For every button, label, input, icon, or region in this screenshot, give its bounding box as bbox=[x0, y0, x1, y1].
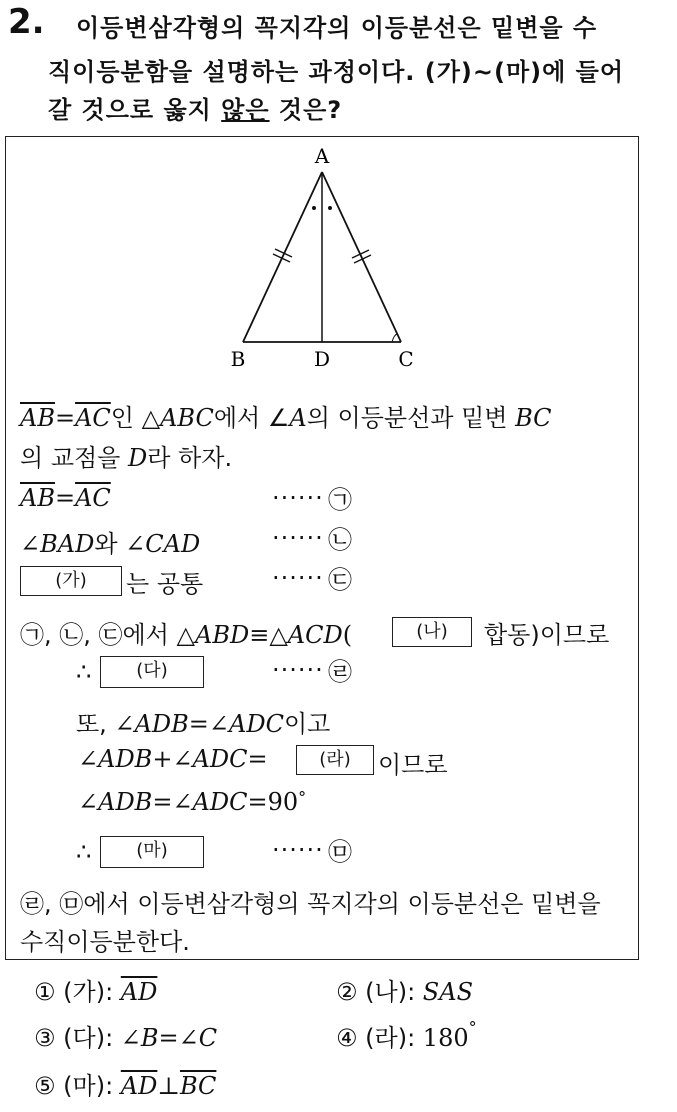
question-line-3-a: 갈 것으로 옳지 bbox=[48, 96, 222, 124]
choice-3-eq-angle: =∠ bbox=[158, 1024, 199, 1052]
triangle-acd: ACD bbox=[287, 621, 343, 649]
also-line bbox=[76, 704, 330, 739]
question-line-2: 직이등분함을 설명하는 과정이다. (가)~(마)에 들어 bbox=[48, 58, 625, 86]
angle-symbol: ∠ bbox=[114, 710, 135, 738]
choice-1-math: $\overline{AD}$ bbox=[120, 978, 158, 1006]
choice-3-label: (다): bbox=[63, 1024, 114, 1052]
dots-1: ······ bbox=[272, 484, 324, 512]
choice-4-value: 180 bbox=[422, 1024, 469, 1052]
segment-ac: $\overline{AC}$ bbox=[75, 404, 111, 432]
choice-1-label: (가): bbox=[63, 978, 114, 1006]
text-eseo-angle: 에서 ∠ bbox=[213, 404, 290, 432]
text-congruent-so: 합동)이므로 bbox=[484, 621, 610, 649]
triangle-figure bbox=[220, 140, 420, 375]
choice-5-perp: ⊥ bbox=[157, 1072, 180, 1100]
angle-adc: ADC bbox=[192, 788, 248, 816]
angle-symbol: ∠ bbox=[172, 745, 193, 773]
choice-1-number: ① bbox=[34, 978, 56, 1006]
equals-sign: = bbox=[54, 484, 76, 512]
question-line-1: 이등변삼각형의 꼭지각의 이등분선은 밑변을 수 bbox=[76, 14, 598, 42]
refs-123: ㉠, ㉡, ㉢에서 bbox=[20, 621, 169, 649]
angle-symbol: ∠ bbox=[208, 710, 230, 738]
angle-adb: ADB bbox=[98, 745, 153, 773]
proof-intro-line-2 bbox=[20, 438, 232, 473]
angle-symbol: ∠ bbox=[78, 745, 99, 773]
therefore-1: ∴ bbox=[76, 658, 92, 686]
text-let: 라 하자. bbox=[147, 444, 233, 472]
statement-1 bbox=[20, 484, 111, 512]
equals-sign: = bbox=[152, 788, 173, 816]
segment-ab: $\overline{AB}$ bbox=[20, 484, 55, 512]
angle-a: A bbox=[289, 404, 307, 432]
statement-2 bbox=[20, 524, 200, 559]
marker-4 bbox=[328, 660, 352, 684]
angle-adb: ADB bbox=[134, 710, 189, 738]
marker-4-glyph: ㉣ bbox=[328, 658, 352, 686]
marker-5-glyph: ㉤ bbox=[328, 838, 352, 866]
text-and: 와 bbox=[94, 530, 118, 558]
text-intersection: 의 교점을 bbox=[20, 444, 121, 472]
angle-cad: CAD bbox=[145, 530, 201, 558]
open-paren: ( bbox=[342, 621, 353, 649]
choice-2-label: (나): bbox=[365, 978, 416, 1006]
choice-5[interactable] bbox=[34, 1066, 216, 1101]
marker-1 bbox=[328, 488, 352, 512]
angle-adb: ADB bbox=[98, 788, 153, 816]
choice-2-number: ② bbox=[336, 978, 358, 1006]
label-b: B bbox=[230, 347, 246, 371]
dots-2: ······ bbox=[272, 524, 324, 552]
question-number: 2. bbox=[8, 2, 45, 42]
marker-2 bbox=[328, 528, 352, 552]
segment-bc: BC bbox=[515, 404, 552, 432]
text-therefore: 이므로 bbox=[378, 751, 448, 779]
angle-symbol: ∠ bbox=[172, 788, 193, 816]
marker-2-glyph: ㉡ bbox=[328, 526, 352, 554]
text-also: 또, bbox=[76, 710, 107, 738]
conclusion-line-2: 수직이등분한다. bbox=[20, 928, 190, 956]
angle-mark-c bbox=[392, 334, 397, 342]
equals-sign: = bbox=[247, 745, 268, 773]
congruent-symbol: ≡ bbox=[249, 621, 270, 649]
choice-5-bc: $\overline{BC}$ bbox=[179, 1072, 217, 1100]
dots-4: ······ bbox=[272, 656, 324, 684]
angle-symbol: ∠ bbox=[78, 788, 99, 816]
blank-ma: (마) bbox=[100, 836, 204, 868]
conclusion-line-1: ㉣, ㉤에서 이등변삼각형의 꼭지각의 이등분선은 밑변을 bbox=[20, 890, 601, 918]
choice-1[interactable] bbox=[34, 972, 157, 1007]
label-a: A bbox=[314, 144, 330, 168]
text-in: 인 bbox=[110, 404, 134, 432]
choice-5-label: (마): bbox=[63, 1072, 114, 1100]
angle-symbol: ∠ bbox=[20, 530, 41, 558]
text-and-also: 이고 bbox=[283, 710, 331, 738]
dots-5: ······ bbox=[272, 836, 324, 864]
choice-4-label: (라): bbox=[365, 1024, 416, 1052]
choice-5-ad: $\overline{AD}$ bbox=[120, 1072, 158, 1100]
marker-5 bbox=[328, 840, 352, 864]
blank-ga: (가) bbox=[20, 566, 122, 596]
equals-sign: = bbox=[54, 404, 76, 432]
question-line-3 bbox=[48, 90, 342, 125]
blank-ra: (라) bbox=[296, 745, 374, 775]
question-line-3-c: 것은? bbox=[269, 96, 343, 124]
value-90: =90 bbox=[247, 788, 299, 816]
text-bisector-base: 의 이등분선과 밑변 bbox=[306, 404, 508, 432]
congruence-line bbox=[20, 615, 352, 650]
side-ac bbox=[322, 172, 401, 342]
segment-ab: $\overline{AB}$ bbox=[20, 404, 55, 432]
label-d: D bbox=[313, 347, 331, 371]
plus-sign: + bbox=[152, 745, 173, 773]
side-ab bbox=[243, 172, 322, 342]
point-d: D bbox=[128, 444, 148, 472]
marker-3-glyph: ㉢ bbox=[328, 566, 352, 594]
angle-symbol: ∠ bbox=[125, 530, 146, 558]
angle-mark-cad bbox=[328, 206, 332, 210]
text-common: 는 공통 bbox=[126, 570, 204, 598]
choice-4-degree: ° bbox=[468, 1018, 477, 1037]
triangle-symbol: △ bbox=[141, 404, 161, 432]
proof-intro-line-1 bbox=[20, 398, 552, 433]
triangle-abd: ABD bbox=[195, 621, 250, 649]
choice-3-angle: ∠ bbox=[120, 1024, 141, 1052]
degree-symbol: ° bbox=[298, 788, 307, 807]
choice-3-c: C bbox=[198, 1024, 218, 1052]
question-emphasis-not: 않은 bbox=[221, 96, 270, 124]
choice-5-number: ⑤ bbox=[34, 1072, 56, 1100]
right-angle-line bbox=[78, 788, 306, 816]
choice-2[interactable] bbox=[336, 972, 473, 1007]
triangle-abc: ABC bbox=[160, 404, 214, 432]
sum-line bbox=[78, 745, 268, 773]
segment-ac: $\overline{AC}$ bbox=[75, 484, 111, 512]
blank-na: (나) bbox=[392, 617, 472, 647]
choice-2-math: SAS bbox=[422, 978, 474, 1006]
angle-bad: BAD bbox=[40, 530, 95, 558]
equals-sign: = bbox=[188, 710, 209, 738]
label-c: C bbox=[398, 347, 414, 371]
marker-1-glyph: ㉠ bbox=[328, 486, 352, 514]
therefore-2: ∴ bbox=[76, 838, 92, 866]
triangle-symbol: △ bbox=[269, 621, 288, 649]
choice-3[interactable] bbox=[34, 1018, 217, 1053]
choice-3-b: B bbox=[140, 1024, 159, 1052]
choice-4-number: ④ bbox=[336, 1024, 358, 1052]
triangle-symbol: △ bbox=[176, 621, 195, 649]
choice-3-number: ③ bbox=[34, 1024, 56, 1052]
marker-3 bbox=[328, 568, 352, 592]
angle-adc: ADC bbox=[192, 745, 248, 773]
angle-mark-bad bbox=[312, 206, 316, 210]
angle-adc: ADC bbox=[229, 710, 284, 738]
blank-da: (다) bbox=[100, 656, 204, 688]
dots-3: ······ bbox=[272, 564, 324, 592]
choice-4[interactable] bbox=[336, 1018, 477, 1053]
